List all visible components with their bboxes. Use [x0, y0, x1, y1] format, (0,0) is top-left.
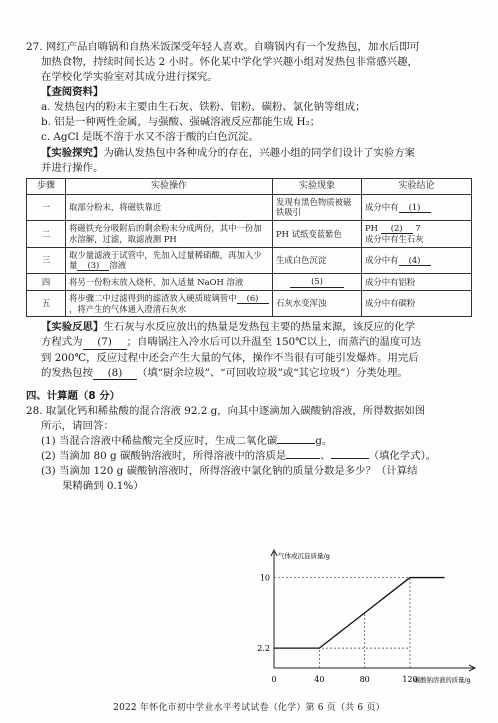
- q28-sub-text: g。: [315, 434, 333, 447]
- q28-sub-3b: 果精确到 0.1%）: [62, 480, 144, 493]
- phenomenon-cell: 石灰水变浑浊: [273, 290, 362, 317]
- header-operation: 实验操作: [66, 178, 273, 194]
- reflect-text: 的发热包按: [41, 366, 93, 379]
- x-axis-label: 碳酸钠溶液的质量/g: [414, 677, 471, 684]
- conclusion-text: 成分中有: [365, 254, 399, 265]
- x-tick-label: 80: [359, 675, 370, 684]
- q27-intro-1: 27. 网红产品自嗨锅和自热米饭深受年轻人喜欢。自嗨锅内有一个发热包，加水后即可: [26, 41, 420, 53]
- table-header-row: [27, 178, 472, 194]
- reflect-line-4: [26, 366, 472, 381]
- answer-blank-q28-2a[interactable]: [286, 458, 320, 459]
- table-row: [27, 247, 472, 274]
- q28-sub-text: (2) 当滴加 80 g 碳酸钠溶液时，所得溶液中的溶质是: [41, 450, 287, 463]
- y-tick-label: 10: [259, 573, 270, 583]
- page-footer: 2022 年怀化市初中学业水平考试试卷（化学）第 6 页（共 6 页）: [113, 703, 385, 713]
- operation-cell: 将另一份粉末放入烧杯，加入适量 NaOH 溶液: [66, 274, 273, 290]
- q27-intro-3: 在学校化学实验室对其成分进行探究。: [41, 71, 218, 84]
- conclusion-text: 成分中有生石灰: [365, 234, 424, 245]
- q28-sub-1: [26, 434, 472, 449]
- answer-blank-5[interactable]: (5): [290, 277, 344, 287]
- answer-blank-8[interactable]: (8): [93, 368, 137, 380]
- q28-intro-1: 28. 取氯化钙和稀盐酸的混合溶液 92.2 g，向其中逐滴加入碳酸钠溶液，所得数据如图: [26, 404, 426, 417]
- step-cell: 一: [27, 194, 66, 220]
- section-title: 四、计算题（8 分）: [26, 389, 120, 402]
- reflect-line-1: [26, 320, 472, 335]
- q28-sub-text: 、: [320, 450, 331, 463]
- q28-sub-3: (3) 当滴加 120 g 碳酸钠溶液时，所得溶液中氯化钠的质量分数是多少？（计算结: [41, 465, 418, 478]
- step-cell: 四: [27, 274, 66, 290]
- ref-b: b. 铝是一种两性金属，与强酸、强碱溶液反应都能生成 H₂；: [41, 116, 321, 129]
- reflect-text: 方程式为: [41, 336, 83, 349]
- reflect-line-3: 到 200℃，反应过程中还会产生大量的气体，操作不当很有可能引发爆炸。用完后: [41, 351, 419, 364]
- x-tick-label: 40: [314, 675, 325, 684]
- step-cell: 五: [27, 290, 66, 317]
- operation-cell: 将磁铁充分吸附后的剩余粉末分成两份，其中一份加水溶解，过滤，取滤液测 PH: [66, 220, 273, 247]
- table-row: [27, 274, 472, 290]
- mass-chart: [248, 546, 488, 688]
- x-tick-label: 120: [402, 675, 418, 684]
- operation-text: 将步骤二中过滤得到的滤渣放入硬质玻璃管中: [69, 292, 237, 303]
- reflect-text: 生石灰与水反应放出的热量是发热包主要的热量来源，该反应的化学: [103, 321, 416, 334]
- answer-blank-q28-1[interactable]: [277, 443, 315, 444]
- answer-blank-6[interactable]: (6): [237, 294, 269, 304]
- q28-intro-2: 所示，请回答：: [41, 419, 114, 432]
- exam-page: [26, 40, 472, 494]
- answer-blank-3[interactable]: (3): [77, 261, 109, 271]
- reflect-title: 【实验反思】: [41, 321, 104, 334]
- step-cell: 三: [27, 247, 66, 274]
- data-point: [443, 577, 444, 578]
- x-tick-label: 0: [271, 675, 277, 684]
- q28-sub-text: （填化学式）。: [368, 450, 437, 463]
- data-point: [409, 577, 410, 578]
- table-row: [27, 290, 472, 317]
- ref-a: a. 发热包内的粉末主要由生石灰、铁粉、铝粉、碳粉、氯化钠等组成；: [41, 101, 366, 114]
- conclusion-cell: [362, 194, 472, 220]
- header-conclusion: 实验结论: [362, 178, 472, 194]
- answer-blank-1[interactable]: (1): [399, 203, 431, 213]
- operation-text: 溶液: [109, 260, 127, 271]
- operation-cell: [66, 290, 273, 317]
- explore-title: 【实验探究】: [41, 146, 104, 159]
- phenomenon-cell: 发现有黑色物质被磁铁吸引: [273, 194, 362, 220]
- reflect-line-2: [26, 335, 472, 350]
- series-line: [274, 578, 444, 649]
- table-row: [27, 194, 472, 220]
- operation-text: 取少量滤液于试管中，先加入过量稀硝酸，再加入少量: [69, 249, 262, 271]
- q28-sub-text: (1) 当混合溶液中稀盐酸完全反应时，生成二氧化碳: [41, 434, 278, 447]
- operation-text: ，将产生的气体通入澄清石灰水: [69, 303, 187, 314]
- conclusion-cell: [362, 220, 472, 247]
- step-cell: 二: [27, 220, 66, 247]
- conclusion-cell: 成分中有铝粉: [362, 274, 472, 290]
- conclusion-cell: [362, 247, 472, 274]
- header-phenomenon: 实验现象: [273, 178, 362, 194]
- header-step: 步骤: [27, 178, 66, 194]
- conclusion-cell: 成分中有碳粉: [362, 290, 472, 317]
- conclusion-text: 成分中有: [365, 201, 399, 212]
- operation-cell: [66, 247, 273, 274]
- explore-line-2: 并进行操作。: [41, 161, 104, 174]
- q27-intro-2: 加热食物，持续时间长达 2 小时。怀化某中学化学兴趣小组对发热包非常感兴趣，: [41, 56, 418, 69]
- data-point: [319, 648, 320, 649]
- conclusion-text: PH: [365, 222, 378, 233]
- y-tick-label: 2.2: [257, 644, 270, 654]
- data-point: [364, 612, 365, 613]
- reflect-text: （填“厨余垃圾”、“可回收垃圾”或“其它垃圾”）分类处理。: [136, 366, 408, 379]
- ref-c: c. AgCl 是既不溶于水又不溶于酸的白色沉淀。: [41, 131, 259, 144]
- answer-blank-4[interactable]: (4): [399, 256, 431, 266]
- phenomenon-cell: 生成白色沉淀: [273, 247, 362, 274]
- ref-title: 【查阅资料】: [41, 86, 104, 99]
- y-axis-label: 气体或沉淀质量/g: [278, 552, 330, 560]
- answer-blank-q28-2b[interactable]: [331, 458, 369, 459]
- operation-cell: 取部分粉末，将磁铁靠近: [66, 194, 273, 220]
- answer-blank-7[interactable]: (7): [83, 337, 127, 349]
- reflect-text: ；自嗨锅注入冷水后可以升温至 150℃以上，而蒸汽的温度可达: [126, 336, 422, 349]
- explore-text: 为确认发热包中各种成分的存在，兴趣小组的同学们设计了实验方案: [103, 146, 416, 159]
- phenomenon-cell: [273, 274, 362, 290]
- data-point: [273, 648, 274, 649]
- table-row: [27, 220, 472, 247]
- answer-blank-2[interactable]: (2): [381, 224, 413, 234]
- explore-line: [26, 146, 472, 161]
- experiment-table: [26, 178, 472, 318]
- q28-sub-2: [26, 449, 472, 464]
- phenomenon-cell: PH 试纸变蓝紫色: [273, 220, 362, 247]
- conclusion-text: 7: [415, 222, 421, 233]
